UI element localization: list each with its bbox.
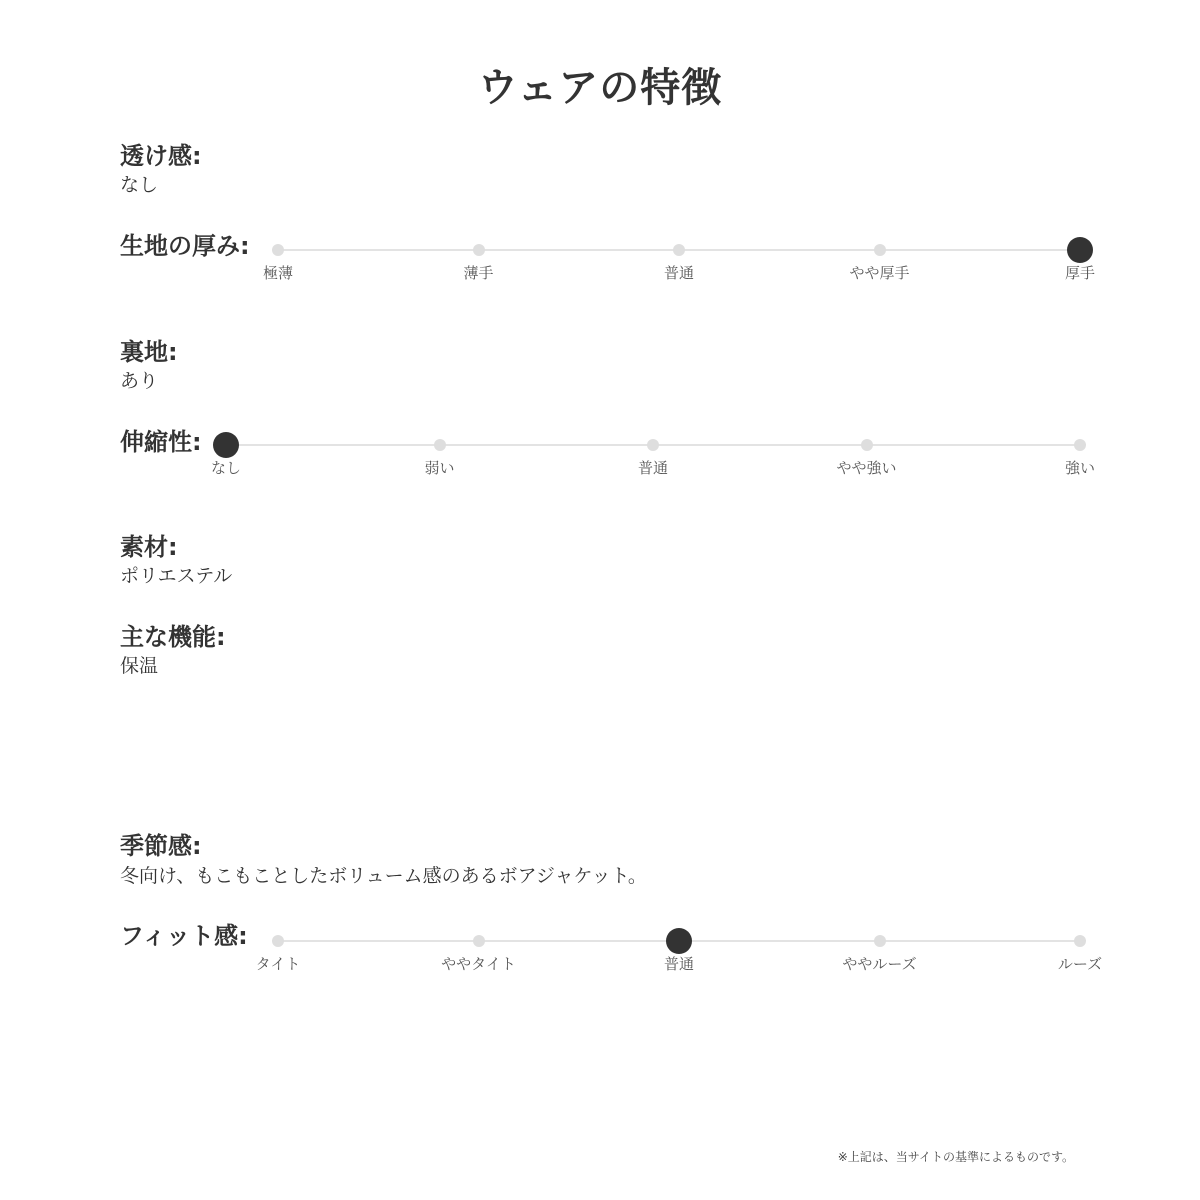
functions-label: 主な機能: [120, 623, 226, 651]
fit-selected-marker [666, 928, 692, 954]
thickness-option-label: 薄手 [463, 264, 494, 282]
fit-option-label: 普通 [663, 955, 694, 973]
material-value: ポリエステル [120, 565, 233, 587]
footnote: ※上記は、当サイトの基準によるものです。 [837, 1150, 1074, 1164]
page-title: ウェアの特徴 [477, 65, 723, 111]
functions-value: 保温 [120, 655, 159, 677]
stretch-label: 伸縮性: [120, 428, 202, 456]
stretch-scale [210, 435, 1095, 495]
material-label: 素材: [120, 533, 178, 561]
sheerness-value: なし [120, 174, 159, 196]
stretch-option-label: なし [210, 459, 241, 477]
thickness-option-dot [272, 244, 284, 256]
stretch-option-dot [1074, 439, 1086, 451]
fit-option-dot [874, 935, 886, 947]
fit-option-dot [473, 935, 485, 947]
thickness-option-label: 極薄 [262, 264, 293, 282]
thickness-selected-marker [1067, 237, 1093, 263]
thickness-scale [262, 240, 1095, 300]
thickness-option-label: やや厚手 [849, 264, 910, 282]
stretch-option-label: 普通 [637, 459, 668, 477]
stretch-selected-marker [213, 432, 239, 458]
thickness-option-dot [473, 244, 485, 256]
stretch-option-dot [861, 439, 873, 451]
stretch-option-label: 弱い [424, 459, 455, 477]
thickness-option-dot [673, 244, 685, 256]
season-label: 季節感: [120, 832, 202, 860]
sheerness-label: 透け感: [120, 142, 202, 170]
stretch-option-label: 強い [1064, 459, 1095, 477]
fit-option-dot [272, 935, 284, 947]
fit-option-label: タイト [255, 955, 301, 973]
stretch-option-dot [434, 439, 446, 451]
thickness-label: 生地の厚み: [120, 232, 250, 260]
fit-option-label: ややルーズ [842, 955, 917, 973]
fit-option-dot [1074, 935, 1086, 947]
thickness-option-dot [874, 244, 886, 256]
thickness-option-label: 厚手 [1064, 264, 1095, 282]
season-value: 冬向け、もこもことしたボリューム感のあるボアジャケット。 [120, 865, 647, 887]
fit-option-label: ルーズ [1057, 955, 1103, 973]
lining-value: あり [120, 370, 159, 392]
thickness-option-label: 普通 [663, 264, 694, 282]
lining-label: 裏地: [120, 338, 178, 366]
fit-label: フィット感: [120, 922, 248, 950]
fit-option-label: ややタイト [441, 955, 516, 973]
stretch-option-label: やや強い [836, 459, 897, 477]
stretch-option-dot [647, 439, 659, 451]
fit-scale [255, 931, 1103, 991]
